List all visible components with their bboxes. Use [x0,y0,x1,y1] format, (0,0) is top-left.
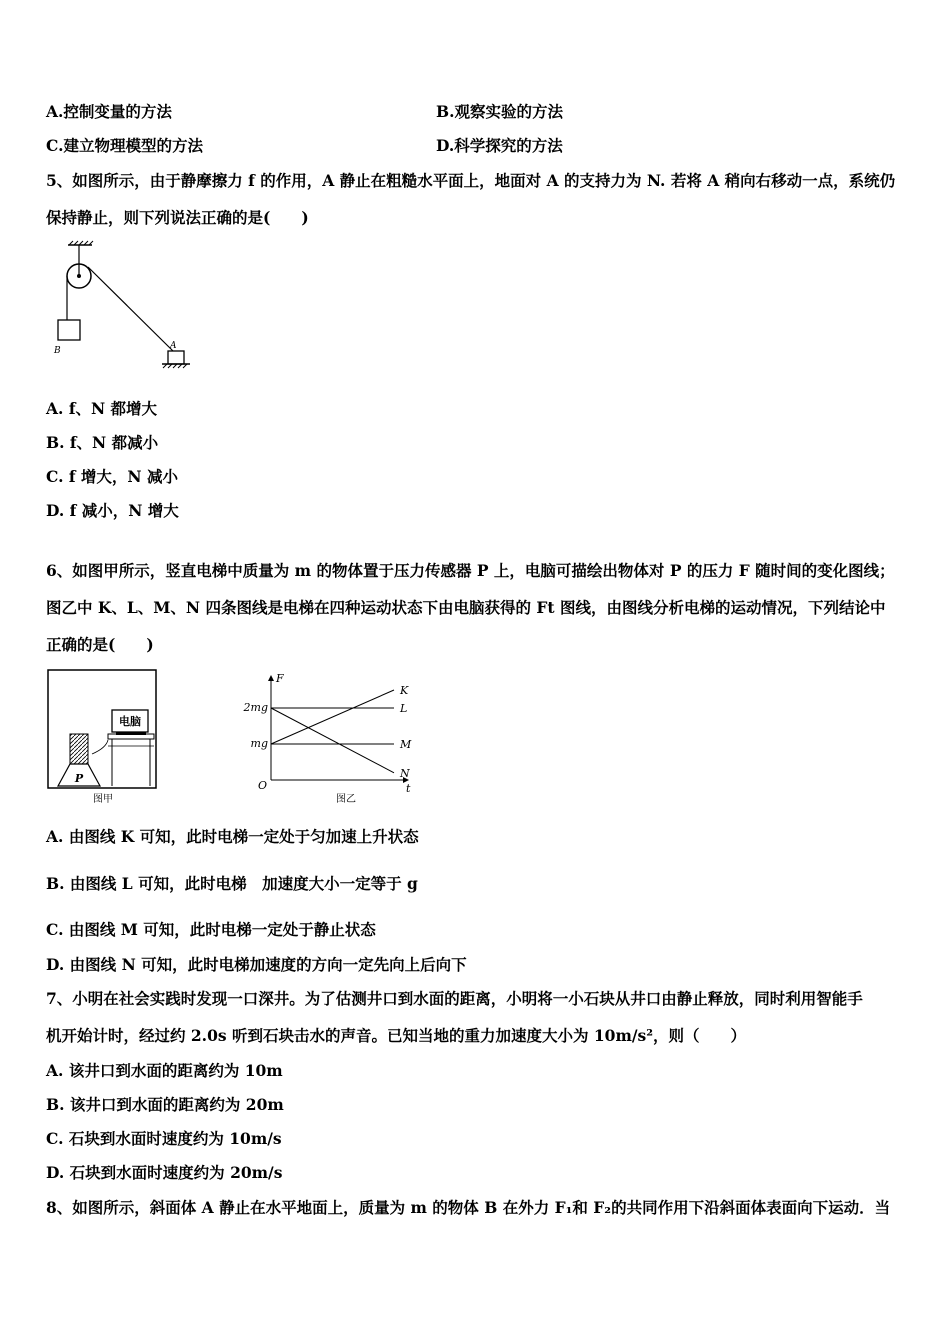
q6-figure-yi [236,668,421,808]
mass-object [70,734,88,764]
series-line-n [271,708,394,773]
q6-option-d: D. 由图线 N 可知，此时电梯加速度的方向一定先向上后向下 [46,955,467,974]
label-b: B [54,346,61,356]
axis-t-label: t [406,782,411,795]
tick-2mg: 2mg [243,701,268,714]
q5-option-c: C. f 增大，N 减小 [46,467,178,486]
q6-option-b: B. 由图线 L 可知，此时电梯 加速度大小一定等于 g [46,874,418,893]
q4-option-a: A.控制变量的方法 [46,102,172,121]
label-a: A [170,341,177,351]
q7-stem-line2: 机开始计时，经过约 2.0s 听到石块击水的声音。已知当地的重力加速度大小为 10m/s²，则（ ） [46,1026,747,1045]
block-a [168,351,184,364]
q5-option-b: B. f、N 都减小 [46,433,159,452]
q4-option-b: B.观察实验的方法 [436,102,563,121]
sensor-label: P [74,772,84,785]
axis-f-label: F [276,672,284,685]
q6-option-a: A. 由图线 K 可知，此时电梯一定处于匀加速上升状态 [46,827,419,846]
q5-stem-line2: 保持静止，则下列说法正确的是( ) [46,208,309,227]
q7-option-c: C. 石块到水面时速度约为 10m/s [46,1129,282,1148]
q7-option-d: D. 石块到水面时速度约为 20m/s [46,1163,283,1182]
block-b [58,320,80,340]
series-label-k: K [400,684,409,697]
series-label-l: L [400,702,408,715]
q6-option-c: C. 由图线 M 可知，此时电梯一定处于静止状态 [46,920,376,939]
q5-stem-line1: 5、如图所示，由于静摩擦力 f 的作用，A 静止在粗糙水平面上，地面对 A 的支持力为 N. 若将 A 稍向右移动一点，系统仍 [46,171,896,190]
q5-option-d: D. f 减小，N 增大 [46,501,179,520]
q8-stem-line1: 8、如图所示，斜面体 A 静止在水平地面上，质量为 m 的物体 B 在外力 F₁和 F₂的共同作用下沿斜面体表面向下运动．当 [46,1198,891,1217]
q6-stem-line3: 正确的是( ) [46,635,154,654]
q7-option-a: A. 该井口到水面的距离约为 10m [46,1061,283,1080]
caption-yi: 图乙 [336,794,356,805]
q6-stem-line1: 6、如图甲所示，竖直电梯中质量为 m 的物体置于压力传感器 P 上，电脑可描绘出物体对 P 的压力 F 随时间的变化图线； [46,561,895,580]
origin-label: O [258,779,268,792]
q4-option-d: D.科学探究的方法 [436,136,563,155]
series-label-m: M [400,738,412,751]
series-label-n: N [400,766,410,780]
q6-stem-line2: 图乙中 K、L、M、N 四条图线是电梯在四种运动状态下由电脑获得的 Ft 图线，由图线分析电梯的运动情况，下列结论中 [46,598,886,617]
q5-pulley-figure [50,240,195,370]
series-line-k [271,690,394,744]
tick-mg: mg [250,737,268,750]
computer-label: 电脑 [119,715,141,728]
q7-option-b: B. 该井口到水面的距离约为 20m [46,1095,284,1114]
q4-option-c: C.建立物理模型的方法 [46,136,203,155]
q7-stem-line1: 7、小明在社会实践时发现一口深井。为了估测井口到水面的距离，小明将一小石块从井口由静止释放，同时利用智能手 [46,989,863,1008]
q5-option-a: A. f、N 都增大 [46,399,158,418]
caption-jia: 图甲 [93,794,113,805]
q6-figure-jia [46,668,161,808]
